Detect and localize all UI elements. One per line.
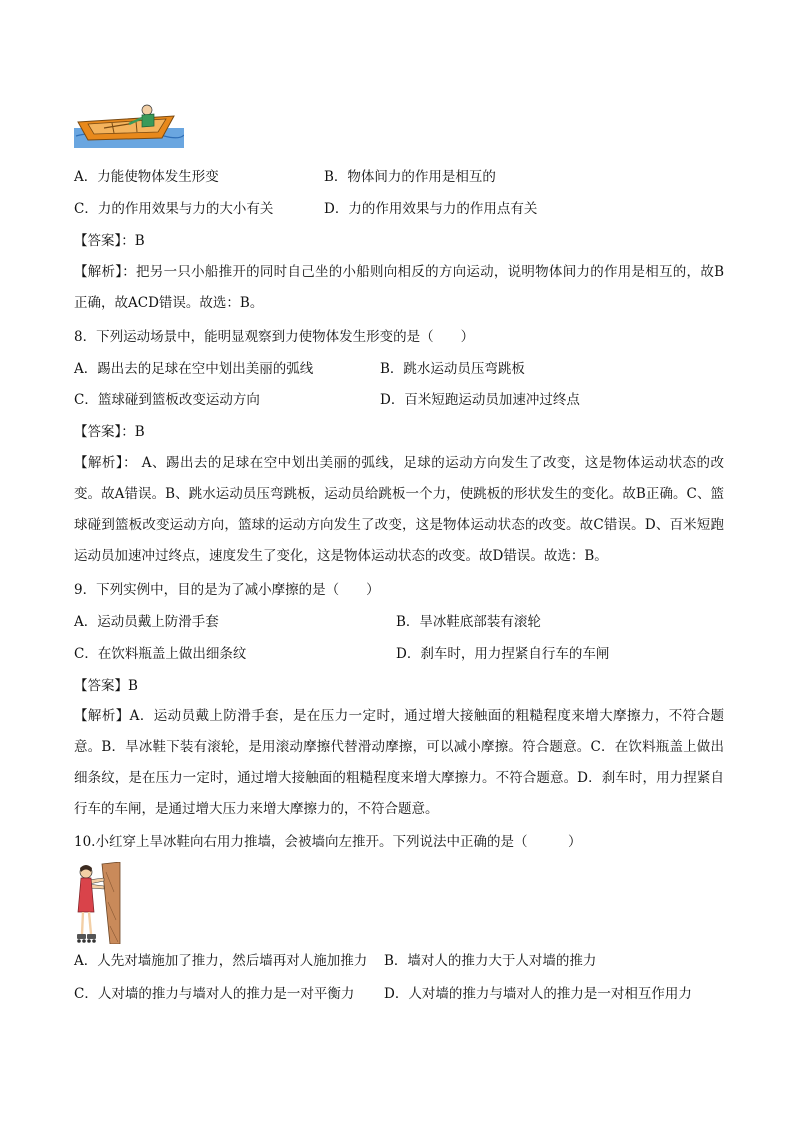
q8-option-b: B．跳水运动员压弯跳板 (380, 361, 525, 377)
q9-option-d: D．刹车时，用力捏紧自行车的车闸 (396, 646, 610, 662)
q9-analysis: 【解析】A．运动员戴上防滑手套，是在压力一定时，通过增大接触面的粗糙程度来增大摩擦力，不符合题意。B．旱冰鞋下装有滚轮，是用滚动摩擦代替滑动摩擦，可以减小摩擦。符合题意。C．在饮料瓶盖上做出细条纹，是在压力一定时，通过增大接触面的粗糙程度来增大摩擦力。不符合题意。D．刹车时，用力捏紧自行车的车闸，是通过增大压力来增大摩擦力的，不符合题意。 (74, 708, 724, 817)
q9-answer: 【答案】B (74, 678, 138, 694)
q8-option-c: C．篮球碰到篮板改变运动方向 (74, 392, 260, 408)
q9-option-a: A．运动员戴上防滑手套 (74, 614, 219, 630)
q9-stem: 9．下列实例中，目的是为了减小摩擦的是（ ） (74, 582, 380, 598)
q7-analysis: 【解析】：把另一只小船推开的同时自己坐的小船则向相反的方向运动，说明物体间力的作用是相互的，故B正确，故ACD错误。故选：B。 (74, 264, 724, 311)
q7-option-b: B．物体间力的作用是相互的 (324, 169, 496, 185)
q10-stem: 10.小红穿上旱冰鞋向右用力推墙，会被墙向左推开。下列说法中正确的是（ ） (74, 834, 582, 850)
q10-option-a: A．人先对墙施加了推力，然后墙再对人施加推力 (74, 953, 368, 969)
boat-illustration (74, 102, 184, 150)
q10-option-c: C．人对墙的推力与墙对人的推力是一对平衡力 (74, 986, 355, 1002)
q10-option-d: D．人对墙的推力与墙对人的推力是一对相互作用力 (384, 986, 692, 1002)
q7-option-a: A．力能使物体发生形变 (74, 169, 219, 185)
woman-pushing-wall-illustration (74, 862, 124, 944)
q8-stem: 8．下列运动场景中，能明显观察到力使物体发生形变的是（ ） (74, 329, 475, 345)
q8-analysis: 【解析】： A、踢出去的足球在空中划出美丽的弧线，足球的运动方向发生了改变，这是物体运动状态的改变。故A错误。B、跳水运动员压弯跳板，运动员给跳板一个力，使跳板的形状发生的变化。故B正确。C、篮球碰到篮板改变运动方向，篮球的运动方向发生了改变，这是物体运动状态的改变。故C错误。D、百米短跑运动员加速冲过终点，速度发生了变化，这是物体运动状态的改变。故D错误。故选：B。 (74, 455, 724, 564)
q8-answer: 【答案】：B (74, 424, 145, 440)
q9-option-c: C．在饮料瓶盖上做出细条纹 (74, 646, 247, 662)
q7-option-d: D．力的作用效果与力的作用点有关 (324, 201, 538, 217)
q8-option-a: A．踢出去的足球在空中划出美丽的弧线 (74, 361, 314, 377)
q10-option-b: B．墙对人的推力大于人对墙的推力 (384, 953, 597, 969)
q7-answer: 【答案】：B (74, 233, 145, 249)
q7-option-c: C．力的作用效果与力的大小有关 (74, 201, 274, 217)
q9-option-b: B．旱冰鞋底部装有滚轮 (396, 614, 541, 630)
q8-option-d: D．百米短跑运动员加速冲过终点 (380, 392, 580, 408)
